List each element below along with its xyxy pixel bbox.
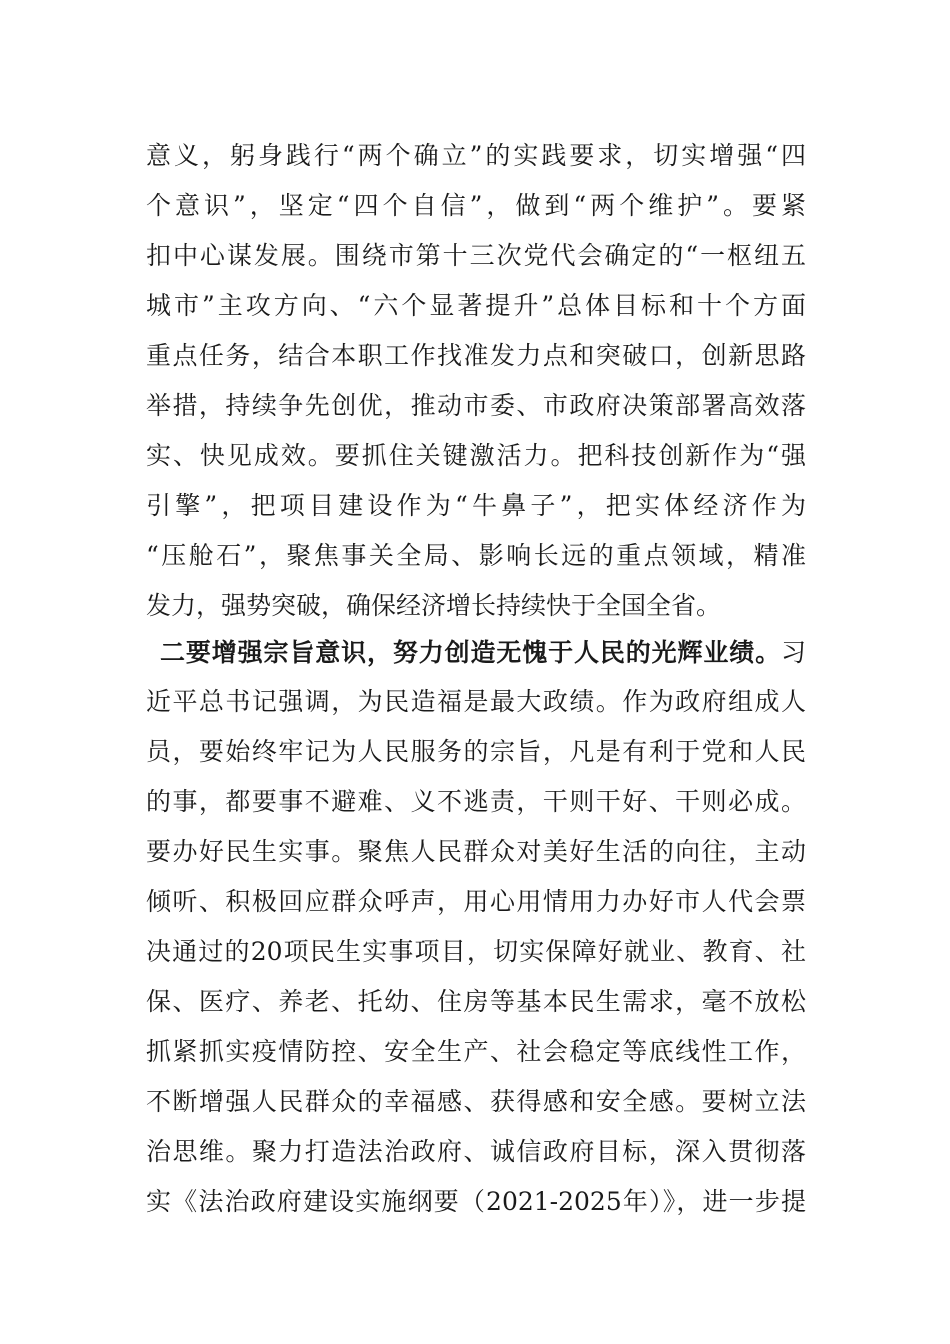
text-line: 实《法治政府建设实施纲要（2021-2025年）》，进一步提 bbox=[146, 1187, 806, 1216]
text-line: 举措，持续争先创优，推动市委、市政府决策部署高效落 bbox=[146, 391, 806, 420]
text-line: 要办好民生实事。聚焦人民群众对美好生活的向往，主动 bbox=[146, 837, 806, 866]
text-line: 近平总书记强调，为民造福是最大政绩。作为政府组成人 bbox=[146, 687, 806, 716]
text-line: 重点任务，结合本职工作找准发力点和突破口，创新思路 bbox=[146, 341, 806, 370]
text-line: 引擎”，把项目建设作为“牛鼻子”，把实体经济作为 bbox=[146, 491, 806, 520]
heading-tail-text: 习 bbox=[780, 638, 806, 667]
text-line: 决通过的20项民生实事项目，切实保障好就业、教育、社 bbox=[146, 937, 806, 966]
text-line: “压舱石”，聚焦事关全局、影响长远的重点领域，精准 bbox=[146, 541, 806, 570]
text-line: 城市”主攻方向、“六个显著提升”总体目标和十个方面 bbox=[146, 291, 806, 320]
section-heading: 二要增强宗旨意识，努力创造无愧于人民的光辉业绩。 bbox=[160, 638, 781, 667]
text-line: 倾听、积极回应群众呼声，用心用情用力办好市人代会票 bbox=[146, 887, 806, 916]
text-line: 意义，躬身践行“两个确立”的实践要求，切实增强“四 bbox=[146, 141, 806, 170]
text-line: 的事，都要事不避难、义不逃责，干则干好、干则必成。 bbox=[146, 787, 806, 816]
text-line: 治思维。聚力打造法治政府、诚信政府目标，深入贯彻落 bbox=[146, 1137, 806, 1166]
text-line: 不断增强人民群众的幸福感、获得感和安全感。要树立法 bbox=[146, 1087, 806, 1116]
text-line: 扣中心谋发展。围绕市第十三次党代会确定的“一枢纽五 bbox=[146, 241, 806, 270]
text-line: 实、快见成效。要抓住关键激活力。把科技创新作为“强 bbox=[146, 441, 806, 470]
text-line: 个意识”，坚定“四个自信”，做到“两个维护”。要紧 bbox=[146, 191, 806, 220]
text-line: 发力，强势突破，确保经济增长持续快于全国全省。 bbox=[146, 591, 722, 620]
text-line: 保、医疗、养老、托幼、住房等基本民生需求，毫不放松 bbox=[146, 987, 806, 1016]
text-line: 抓紧抓实疫情防控、安全生产、社会稳定等底线性工作， bbox=[146, 1037, 806, 1066]
section-heading-line bbox=[160, 633, 806, 673]
text-line: 员，要始终牢记为人民服务的宗旨，凡是有利于党和人民 bbox=[146, 737, 806, 766]
